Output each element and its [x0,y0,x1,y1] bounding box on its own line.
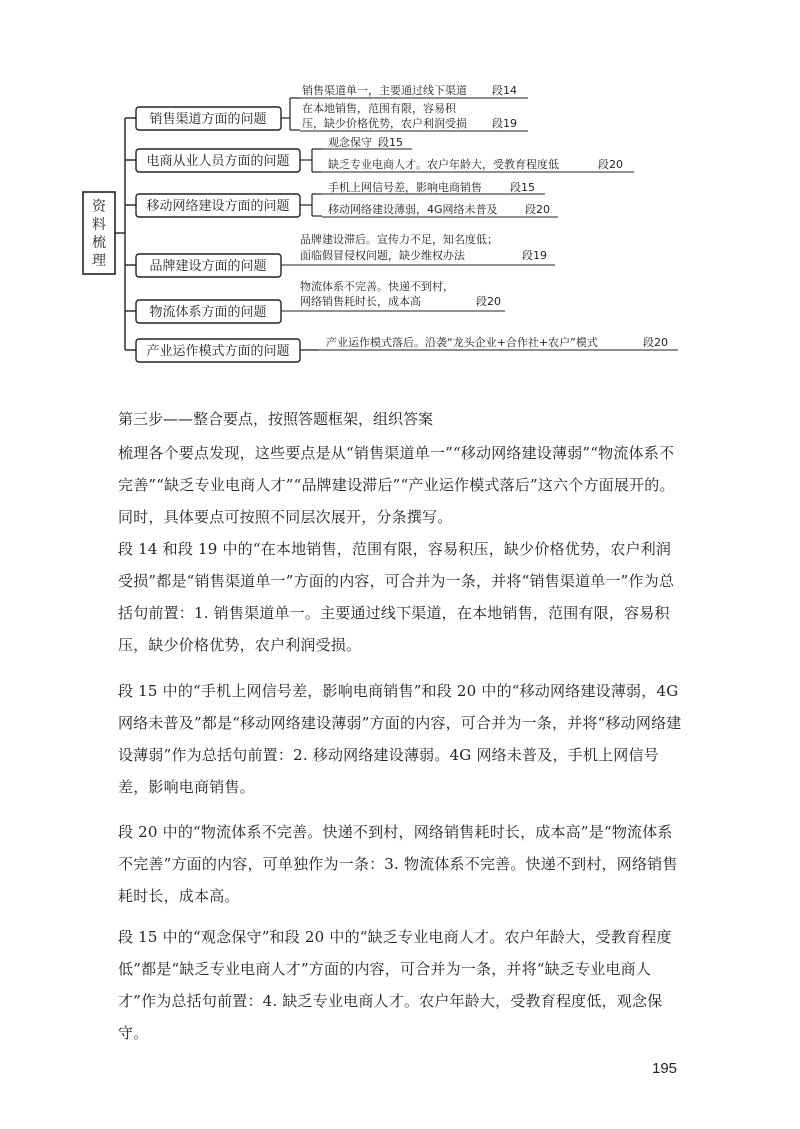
item-text: 物流体系不完善。快递不到村， [300,280,454,293]
item-text: 缺乏专业电商人才。农户年龄大，受教育程度低 [328,158,559,171]
item-ref: 段14 [492,84,517,97]
category-label-sales: 销售渠道方面的问题 [149,112,267,127]
page-number: 195 [652,1060,678,1077]
category-label-industry: 产业运作模式方面的问题 [146,344,290,359]
paragraph-2: 段 14 和段 19 中的“在本地销售，范围有限，容易积压，缺少价格优势，农户利润受损”都是“销售渠道单一”方面的内容，可合并为一条，并将“销售渠道单一”作为总括句前置：1. 销售渠道单一。主要通过线下渠道，在本地销售，范围有限，容易积压，缺少价格优势，农户利润受损。 [118,540,675,654]
item-ref: 段20 [476,295,501,308]
item-ref: 段19 [522,249,547,262]
item-text: 产业运作模式落后。沿袭“龙头企业+合作社+农户”模式 [326,336,598,349]
category-label-brand: 品牌建设方面的问题 [149,259,267,274]
mind-map-diagram [0,0,800,390]
item-ref: 段15 [378,136,403,149]
item-text: 手机上网信号差，影响电商销售 [328,181,482,194]
item-text: 网络销售耗时长，成本高 [300,295,421,308]
category-label-logistics: 物流体系方面的问题 [149,305,267,320]
paragraph-4: 段 20 中的“物流体系不完善。快递不到村，网络销售耗时长，成本高”是“物流体系不完善”方面的内容，可单独作为一条：3. 物流体系不完善。快递不到村，网络销售耗时长，成本高。 [118,823,678,905]
step-heading: 第三步——整合要点，按照答题框架，组织答案 [118,410,434,428]
root-char-1: 资 [92,199,106,215]
item-text: 品牌建设滞后。宣传力不足，知名度低； [300,233,498,246]
item-ref: 段20 [525,203,550,216]
root-char-2: 料 [92,217,106,233]
root-char-4: 理 [92,253,106,269]
item-text: 压，缺少价格优势，农户利润受损 [302,117,467,130]
item-text: 移动网络建设薄弱，4G网络未普及 [328,203,498,216]
item-ref: 段20 [643,336,668,349]
root-char-3: 梳 [92,235,106,251]
paragraph-5: 段 15 中的“观念保守”和段 20 中的“缺乏专业电商人才。农户年龄大，受教育程度低”都是“缺乏专业电商人才”方面的内容，可合并为一条，并将“缺乏专业电商人才”作为总括句前置：4. 缺乏专业电商人才。农户年龄大，受教育程度低，观念保守。 [118,928,672,1042]
item-ref: 段15 [510,181,535,194]
item-text: 销售渠道单一，主要通过线下渠道 [302,84,467,97]
item-text: 在本地销售，范围有限，容易积 [302,102,456,115]
category-label-staff: 电商从业人员方面的问题 [146,154,290,169]
paragraph-1: 梳理各个要点发现，这些要点是从“销售渠道单一”“移动网络建设薄弱”“物流体系不完善”“缺乏专业电商人才”“品牌建设滞后”“产业运作模式落后”这六个方面展开的。同时，具体要点可按照不同层次展开，分条撰写。 [118,444,675,526]
category-label-network: 移动网络建设方面的问题 [146,199,290,214]
item-ref: 段20 [598,158,623,171]
item-ref: 段19 [492,117,517,130]
paragraph-3: 段 15 中的“手机上网信号差，影响电商销售”和段 20 中的“移动网络建设薄弱，4G 网络未普及”都是“移动网络建设薄弱”方面的内容，可合并为一条，并将“移动网络建设薄弱”作为总括句前置：2. 移动网络建设薄弱。4G 网络未普及，手机上网信号差，影响电商销售。 [118,682,682,796]
item-text: 观念保守 [328,136,372,149]
item-text: 面临假冒侵权问题，缺少维权办法 [300,249,465,262]
